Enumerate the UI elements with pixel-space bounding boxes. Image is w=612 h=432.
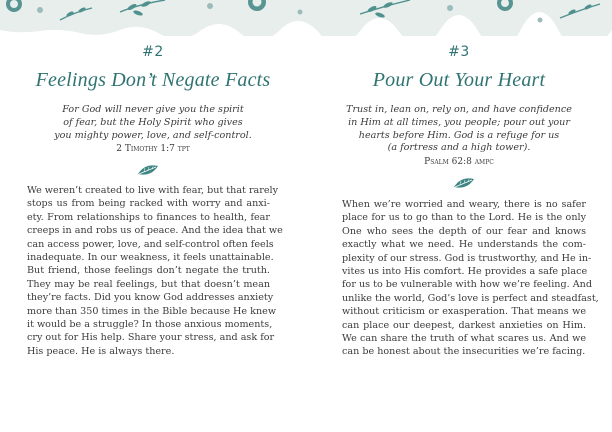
verse-reference: Psalm 62:8 ampc bbox=[424, 157, 494, 168]
verse-line: Trust in, lean on, rely on, and have confidence bbox=[346, 104, 572, 115]
devotion-body bbox=[27, 184, 283, 358]
body-line: stops us from being racked with worry and anxi- bbox=[27, 198, 270, 210]
left-page bbox=[0, 36, 306, 432]
body-line: cry out for His help. Share your stress, and ask for bbox=[27, 332, 275, 344]
body-line: They may be real feelings, but that doesn’t mean bbox=[27, 278, 270, 290]
leaf-icon bbox=[137, 163, 159, 177]
body-line: exactly what we need. He understands the com- bbox=[342, 239, 586, 251]
scripture-verse bbox=[330, 104, 588, 169]
devotion-title: Feelings Don’t Negate Facts bbox=[35, 69, 271, 91]
verse-line: hearts before Him. God is a refuge for us bbox=[358, 129, 560, 141]
verse-line: For God will never give you the spirit bbox=[62, 104, 244, 115]
verse-line: (a fortress and a high tower). bbox=[387, 142, 531, 154]
body-line: it would be a struggle? In those anxious moments, bbox=[27, 319, 273, 331]
right-page bbox=[306, 36, 612, 432]
body-line: more than 350 times in the Bible because He knew bbox=[27, 305, 277, 317]
devotion-number: #2 bbox=[142, 44, 164, 60]
scripture-verse bbox=[24, 104, 282, 156]
body-line: But friend, those feelings don’t negate the truth. bbox=[27, 265, 270, 277]
body-line: His peace. He is always there. bbox=[27, 345, 175, 357]
body-line: they’re facts. Did you know God addresses anxiety bbox=[27, 292, 274, 304]
body-line: ety. From relationships to finances to health, fear bbox=[27, 211, 270, 223]
verse-line: you mighty power, love, and self-control. bbox=[54, 129, 252, 141]
body-line: plexity of our stress. God is trustworthy, and He in- bbox=[342, 252, 592, 264]
body-line: We can share the truth of what scares us. And we bbox=[342, 333, 586, 345]
body-line: can access power, love, and self-control often feels bbox=[27, 238, 274, 250]
body-line: We weren’t created to live with fear, but that rarely bbox=[27, 185, 279, 196]
body-line: When we’re worried and weary, there is no safer bbox=[342, 199, 586, 210]
body-line: unlike the world, God’s love is perfect and steadfast, bbox=[342, 292, 599, 304]
verse-reference: 2 Timothy 1:7 tpt bbox=[116, 144, 190, 155]
leaf-icon bbox=[453, 176, 475, 190]
body-line: creeps in and robs us of peace. And the idea that we bbox=[27, 225, 283, 237]
devotion-number: #3 bbox=[448, 44, 470, 60]
body-line: can place our deepest, darkest anxieties on Him. bbox=[342, 319, 586, 331]
verse-line: of fear, but the Holy Spirit who gives bbox=[63, 116, 243, 128]
body-line: can be honest about the insecurities we’re facing. bbox=[342, 346, 586, 358]
verse-line: in Him at all times, you people; pour out your bbox=[348, 116, 570, 128]
body-line: for us to be vulnerable with how we’re feeling. And bbox=[342, 279, 592, 291]
botanical-pattern-icon bbox=[0, 0, 612, 36]
body-line: inadequate. In our weakness, it feels unattainable. bbox=[27, 252, 274, 264]
body-line: without criticism or exasperation. That means we bbox=[342, 306, 586, 318]
body-line: vites us into His comfort. He provides a safe place bbox=[342, 266, 588, 278]
devotion-title: Pour Out Your Heart bbox=[372, 69, 546, 91]
body-line: One who sees the depth of our fear and knows bbox=[342, 225, 586, 237]
body-line: place for us to go than to the Lord. He is the only bbox=[342, 212, 586, 224]
devotion-body bbox=[342, 198, 599, 359]
decorative-banner bbox=[0, 0, 612, 36]
